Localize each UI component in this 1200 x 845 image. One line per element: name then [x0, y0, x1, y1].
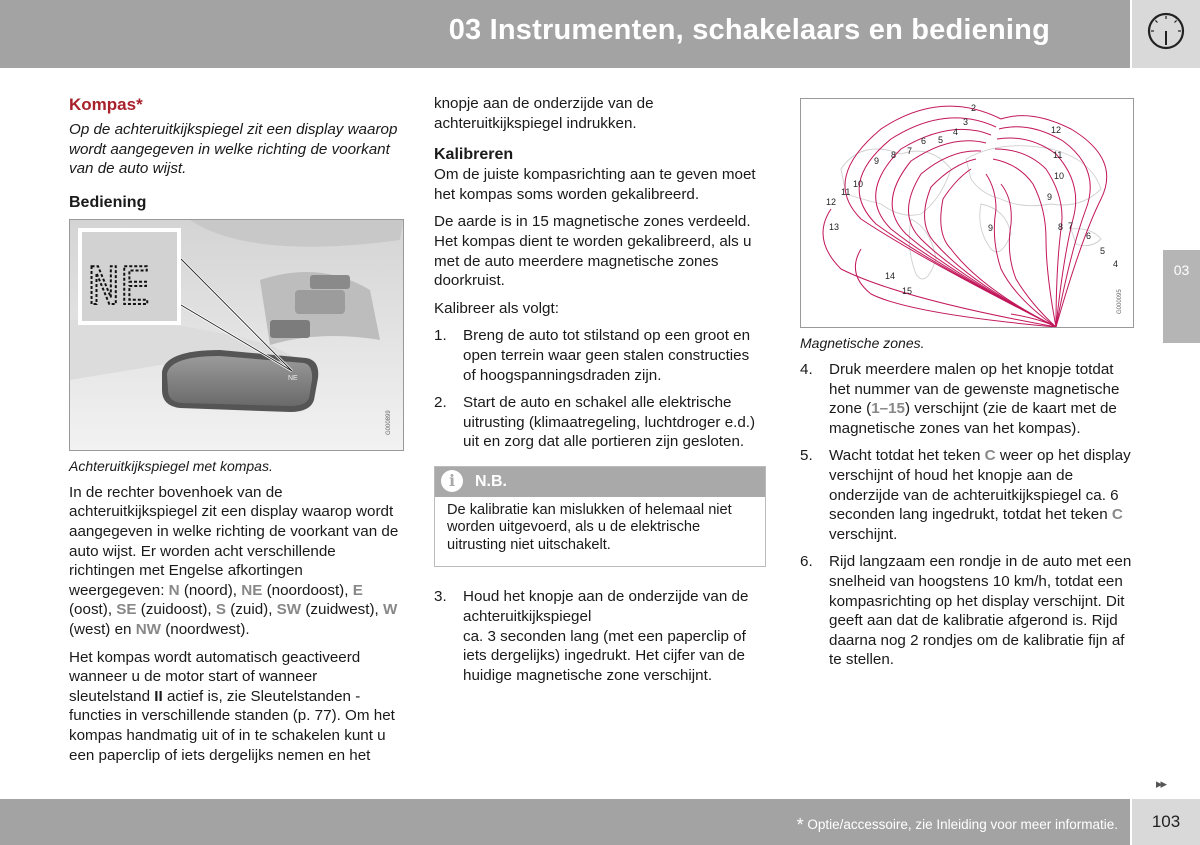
direction-code: N [168, 581, 180, 599]
header-icon-box [1132, 0, 1200, 68]
note-title: N.B. [475, 472, 507, 490]
calibration-intro: Om de juiste kompasrichting aan te geven moet het kompas soms worden gekalibreerd. [434, 166, 756, 203]
svg-text:9: 9 [874, 156, 880, 166]
calibration-steps-final [800, 360, 1134, 670]
mirror-display-text: NE [88, 256, 151, 317]
svg-text:4: 4 [1113, 259, 1119, 269]
section-title: Kompas* [69, 95, 143, 114]
svg-text:13: 13 [829, 222, 840, 232]
column-3 [800, 98, 1134, 678]
gauge-icon [1132, 0, 1200, 68]
footer-note: * Optie/accessoire, zie Inleiding voor meer informatie. [796, 815, 1118, 835]
direction-code: W [383, 601, 398, 619]
chapter-side-tab: 03 [1163, 250, 1200, 343]
svg-text:2: 2 [971, 103, 977, 113]
svg-text:11: 11 [841, 187, 851, 197]
page-footer [0, 799, 1130, 845]
chapter-title: 03 Instrumenten, schakelaars en bediening [448, 14, 1050, 46]
calibration-steps-cont [434, 587, 766, 685]
list-item: 2. Start de auto en schakel alle elektrische uitrusting (klimaatregeling, luchtdroger e.d.) uit en zorg dat alle portieren zijn gesloten. [434, 394, 756, 451]
svg-text:7: 7 [907, 146, 913, 156]
continued-text: knopje aan de onderzijde van de achteruitkijkspiegel indrukken. [434, 95, 654, 132]
svg-text:15: 15 [902, 286, 913, 296]
column-1 [69, 94, 402, 773]
figure-caption: Achteruitkijkspiegel met kompas. [69, 457, 273, 474]
mirror-display-small: NE [288, 374, 298, 382]
activation-paragraph: Het kompas wordt automatisch geactiveerd wanneer u de motor start of wanneer sleutelstand II actief is, zie Sleutelstanden - functies in verschillende standen (p. 77). Om het kompas handmatig uit of in te schakelen kunt u een paperclip of iets dergelijks nemen en het [69, 648, 395, 764]
direction-code: NW [135, 620, 161, 638]
mirror-illustration [70, 220, 403, 450]
svg-text:6: 6 [921, 136, 927, 146]
directions-paragraph: In de rechter bovenhoek van de achteruitkijkspiegel zit een display waarop wordt aangegeven in welke richting de voorkant van de auto wijst. Er worden acht verschillende richtingen met Engelse afkortingen weergegeven: N (noord), NE (noordoost), E (oost), SE (zuidoost), S (zuid), SW (zuidwest), W (west) en NW (noordwest). [69, 483, 399, 638]
direction-code: SE [116, 601, 137, 619]
svg-text:8: 8 [891, 150, 897, 160]
svg-text:4: 4 [953, 127, 959, 137]
mirror-compass-figure [69, 219, 404, 451]
note-header [435, 467, 765, 497]
directions-list: N (noord), NE (noordoost), E (oost), SE (zuidoost), S (zuid), SW (zuidwest), W (west) en NW (noordwest). [69, 581, 398, 638]
next-page-arrows: ▸▸ [1156, 776, 1166, 791]
column-2 [434, 94, 766, 693]
list-item: 1. Breng de auto tot stilstand op een groot en open terrein waar geen stalen constructies of hoogspanningsdraden zijn. [434, 327, 751, 384]
svg-text:8: 8 [1058, 222, 1064, 232]
intro-text: Op de achteruitkijkspiegel zit een display waarop wordt aangegeven in welke richting de voorkant van de auto wijst. [69, 121, 398, 178]
direction-code: SW [276, 601, 302, 619]
calibrate-as-follows: Kalibreer als volgt: [434, 299, 559, 317]
svg-text:9: 9 [988, 223, 994, 233]
subheading-kalibreren: Kalibreren [434, 146, 514, 164]
list-item: 4. Druk meerdere malen op het knopje totdat het nummer van de gewenste magnetische zone (1–15) verschijnt (zie de kaart met de magnetische zones van het kompas). [800, 361, 1120, 437]
svg-text:11: 11 [1053, 150, 1063, 160]
figure-code: G000899 [386, 410, 392, 435]
map-code: G000095 [1117, 289, 1123, 314]
note-text: De kalibratie kan mislukken of helemaal niet worden uitgevoerd, als u de elektrische uitrusting niet uitschakelt. [447, 501, 732, 553]
svg-text:12: 12 [1051, 125, 1062, 135]
subheading-bediening: Bediening [69, 193, 147, 211]
note-box [434, 466, 766, 568]
direction-code: NE [241, 581, 263, 599]
svg-text:5: 5 [938, 135, 944, 145]
info-icon: i [441, 470, 463, 492]
svg-text:14: 14 [885, 271, 896, 281]
zones-map-illustration [801, 99, 1133, 327]
svg-text:9: 9 [1047, 192, 1053, 202]
list-item: 3. Houd het knopje aan de onderzijde van de achteruitkijkspiegel ca. 3 seconden lang (met een paperclip of iets dergelijks) ingedrukt. Het cijfer van de huidige magnetische zone verschijnt. [434, 588, 749, 684]
list-item: 6. Rijd langzaam een rondje in de auto met een snelheid van hoogstens 10 km/h, totdat een kompasrichting op het display verschijnt. Dit geeft aan dat de kalibratie afgerond is. Rijd daarna nog 2 rondjes om de kalibratie fijn af te stellen. [800, 553, 1132, 669]
svg-text:6: 6 [1086, 231, 1092, 241]
svg-text:5: 5 [1100, 246, 1106, 256]
list-item: 5. Wacht totdat het teken C weer op het display verschijnt of houd het knopje aan de onderzijde van de achteruitkijkspiegel ca. 6 seconden lang ingedrukt, totdat het teken C verschijnt. [800, 447, 1131, 543]
svg-text:10: 10 [853, 179, 864, 189]
calibration-steps [434, 326, 766, 452]
svg-text:10: 10 [1054, 171, 1065, 181]
svg-text:12: 12 [826, 197, 837, 207]
page-header [0, 0, 1130, 68]
svg-text:7: 7 [1068, 221, 1074, 231]
map-caption: Magnetische zones. [800, 335, 925, 351]
zone-lines [823, 106, 1107, 327]
magnetic-zones-map [800, 98, 1134, 328]
zones-paragraph: De aarde is in 15 magnetische zones verdeeld. Het kompas dient te worden gekalibreerd, als u met de auto meerdere magnetische zones doorkruist. [434, 213, 752, 290]
direction-code: S [215, 601, 227, 619]
page-number: 103 [1132, 799, 1200, 845]
svg-text:3: 3 [963, 117, 969, 127]
direction-code: E [352, 581, 363, 599]
